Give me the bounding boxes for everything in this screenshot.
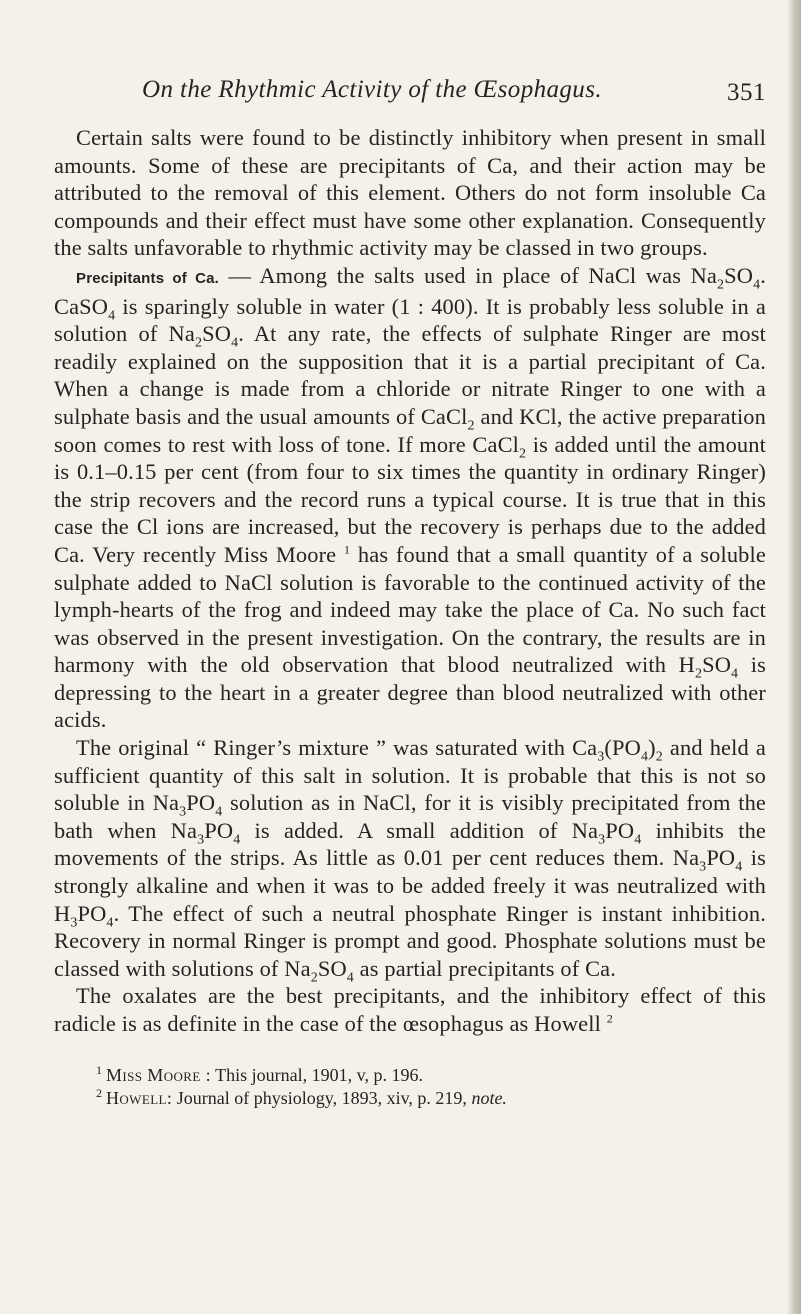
footnote-author: Miss Moore : [106,1064,211,1085]
subscript: 3 [699,859,707,875]
footnotes [54,1064,766,1110]
text-run: PO [186,790,216,816]
text-run: — Among the salts used in place of NaCl was Na [219,262,717,288]
subscript: 2 [194,335,203,351]
text-run: . The effect of such a neutral phosphate Ringer is instant inhibition. Recovery in normal Ringer is prompt and good. Phosphate solutions must be classed with solutions of Na [54,900,766,981]
subscript: 4 [634,832,642,848]
subscript: 3 [597,749,605,765]
footnote-text: This journal, 1901, v, p. 196. [211,1064,423,1085]
text-run: is sparingly soluble in water (1 : 400). It is probably less soluble in a solution of Na [54,293,766,347]
text-run: SO [202,321,232,347]
text-run: The original “ Ringer’s mixture ” was saturated with Ca [76,735,598,761]
subscript: 2 [519,446,527,461]
page-content [54,76,766,1110]
subscript: 4 [106,915,114,931]
footnote-note: note. [471,1087,507,1108]
subscript: 2 [655,749,663,765]
text-run: . At any rate, the effects of sulphate Ringer are most readily explained on the supposition that it is a partial precipitant of Ca. When a change is made from a chloride or nitrate Ringer to one with a sulphate basis and the usual amounts of CaCl [54,321,766,429]
subscript: 2 [310,970,318,986]
footnote-number: 1 [96,1062,102,1077]
body-text [54,124,766,1038]
text-run: PO [77,900,107,926]
footnote-1 [96,1064,766,1087]
text-run: PO [605,817,635,843]
running-title: On the Rhythmic Activity of the Œsophagus. [142,76,602,103]
subscript: 2 [467,418,475,434]
subscript: 4 [753,277,761,293]
subscript: 4 [346,970,354,986]
footnote-author: Howell: [106,1087,173,1108]
paragraph [54,124,766,262]
footnote-text: Journal of physiology, 1893, xiv, p. 219, [172,1087,472,1108]
subscript: 4 [233,832,241,848]
page-edge-shadow [787,0,801,1314]
subscript: 4 [735,859,743,875]
section-run-in-heading: Precipitants of Ca. [76,269,220,287]
subscript: 2 [694,666,703,682]
text-run: and held a sufficient quantity of this salt in solution. It is probable that this is not so soluble in Na [54,735,766,816]
subscript: 4 [640,749,649,765]
text-run: ) [648,735,656,761]
text-run: solution as in NaCl, for it is visibly precipitated from the bath when Na [54,790,766,843]
subscript: 4 [215,804,223,820]
subscript: 4 [231,335,239,351]
text-run: (PO [604,735,641,761]
subscript: 3 [70,915,78,931]
text-run: PO [204,817,234,843]
subscript: 2 [717,277,725,293]
subscript: 3 [179,804,187,820]
text-run: and KCl, the active preparation soon comes to rest with loss of tone. If more CaCl [54,403,767,457]
text-run: has found that a small quantity of a soluble sulphate added to NaCl solution is favorable to the continued activity of the lymph-hearts of the frog and indeed may take the place of Ca. No such fact was observed in the present investigation. On the contrary, the results are in harmony with the old observation that blood neutralized with H [54,541,766,678]
subscript: 3 [598,832,606,848]
subscript: 3 [197,832,205,848]
text-run: is added until the amount is 0.1–0.15 per cent (from four to six times the quantity in ordinary Ringer) the strip recovers and the record runs a typical course. It is true that in this case the Cl ions are increased, but the recovery is perhaps due to the added Ca. Very recently Miss Moore [54,431,766,567]
text-run: is strongly alkaline and when it was to be added freely it was neutralized with H [54,845,767,926]
subscript: 4 [731,666,739,682]
text-run: SO [724,262,754,288]
text-run: SO [317,955,347,981]
text-run: PO [706,845,736,871]
text-run: . CaSO [54,262,766,319]
footnote-reference: 2 [606,1011,613,1026]
paragraph [54,734,767,986]
footnote-number: 2 [96,1085,102,1100]
running-head [54,76,766,124]
footnote-2 [96,1087,766,1110]
text-run: as partial precipitants of Ca. [353,955,616,981]
text-run: The oxalates are the best precipitants, and the inhibitory effect of this radicle is as definite in the case of the œsophagus as Howell [54,983,766,1036]
subscript: 4 [108,308,116,324]
paragraph [54,982,766,1037]
text-run: is depressing to the heart in a greater degree than blood neutralized with other acids. [54,652,766,733]
page-number: 351 [727,79,766,106]
footnote-reference: 1 [344,542,351,557]
text-run: Certain salts were found to be distinctly inhibitory when present in small amounts. Some of these are precipitants of Ca, and their action may be attributed to the removal of this element. Others do not form insoluble Ca compounds and their effect must have some other explanation. Consequently the salts unfavorable to rhythmic activity may be classed in two groups. [54,125,766,261]
text-run: SO [702,652,732,678]
text-run: inhibits the movements of the strips. As little as 0.01 per cent reduces them. Na [54,817,766,871]
paragraph [54,262,766,734]
text-run: is added. A small addition of Na [240,817,599,843]
